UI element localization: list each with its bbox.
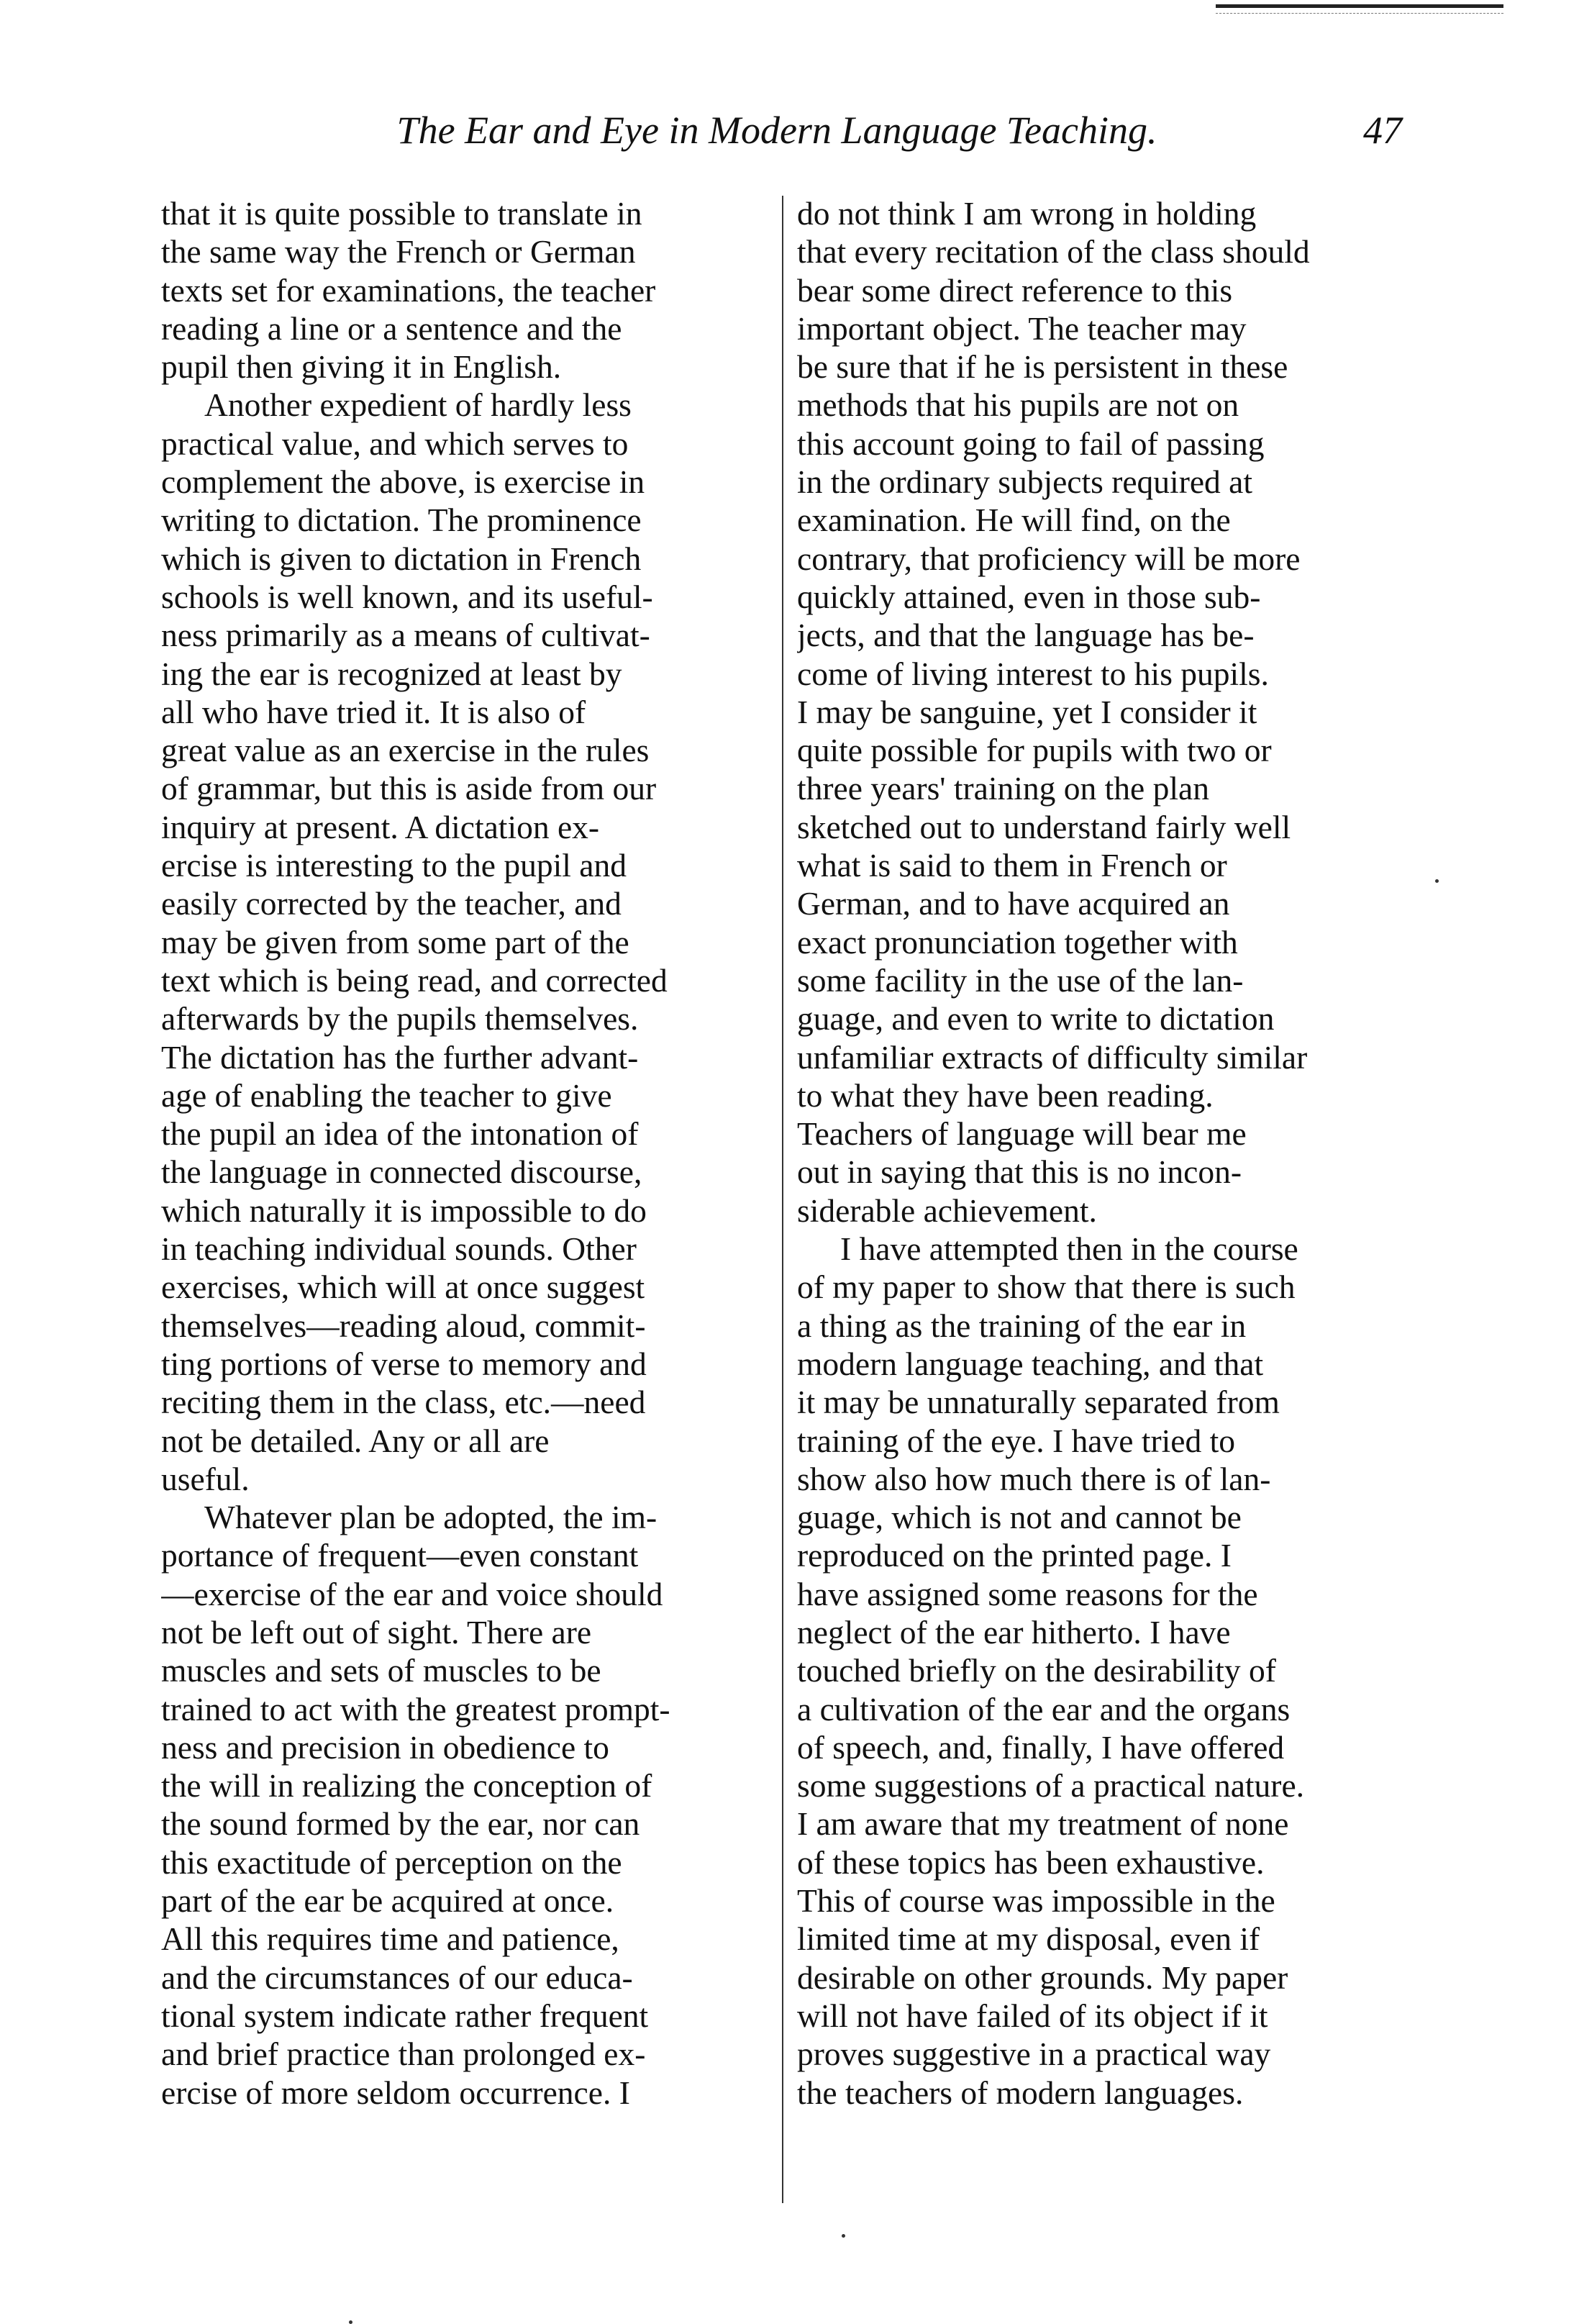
text-line-content: reproduced on the printed page. I <box>797 1537 1232 1574</box>
text-line <box>161 1575 769 1613</box>
text-line <box>797 1920 1405 1958</box>
text-line <box>797 1958 1405 1997</box>
text-line-content: German, and to have acquired an <box>797 885 1230 922</box>
left-column <box>161 194 769 2112</box>
text-line <box>797 1498 1405 1536</box>
text-line <box>797 1115 1405 1153</box>
text-line-content: some facility in the use of the lan- <box>797 961 1244 999</box>
text-line <box>797 846 1405 884</box>
text-line-content: a cultivation of the ear and the organs <box>797 1690 1291 1728</box>
text-line <box>161 1651 769 1689</box>
text-line <box>161 1422 769 1460</box>
text-line-content: this account going to fail of passing <box>797 425 1265 462</box>
text-line-content: muscles and sets of muscles to be <box>161 1652 601 1689</box>
text-line-content: all who have tried it. It is also of <box>161 693 586 730</box>
text-line-content: sketched out to understand fairly well <box>797 808 1291 845</box>
text-line <box>161 846 769 884</box>
text-line <box>797 961 1405 999</box>
text-line <box>797 1690 1405 1728</box>
text-line-content: reading a line or a sentence and the <box>161 309 622 347</box>
text-line <box>161 1766 769 1805</box>
text-line-content: reciting them in the class, etc.—need <box>161 1384 646 1421</box>
text-line <box>797 1575 1405 1613</box>
text-line-content: easily corrected by the teacher, and <box>161 885 622 922</box>
text-line-content: guage, and even to write to dictation <box>797 1000 1275 1038</box>
text-line <box>161 1268 769 1306</box>
text-line <box>797 1651 1405 1689</box>
text-line <box>161 578 769 616</box>
text-line-content: exact pronunciation together with <box>797 923 1238 961</box>
text-line <box>797 1613 1405 1651</box>
text-line-content: portance of frequent—even constant <box>161 1537 639 1574</box>
text-line <box>797 1038 1405 1076</box>
text-line-content: of speech, and, finally, I have offered <box>797 1728 1285 1766</box>
text-line-content: this exactitude of perception on the <box>161 1843 622 1881</box>
text-line <box>161 425 769 463</box>
text-line <box>161 1498 769 1536</box>
text-line-content: text which is being read, and corrected <box>161 961 668 999</box>
text-line <box>161 655 769 693</box>
text-line-content: that it is quite possible to translate in <box>161 195 642 232</box>
text-line-content: out in saying that this is no incon- <box>797 1153 1242 1191</box>
text-line-content: the teachers of modern languages. <box>797 2074 1244 2111</box>
text-line-content: desirable on other grounds. My paper <box>797 1958 1288 1996</box>
text-line <box>161 923 769 961</box>
text-line-content: The dictation has the further advant- <box>161 1038 639 1076</box>
text-line-content: quickly attained, even in those sub- <box>797 578 1261 615</box>
text-line <box>161 1843 769 1882</box>
text-line <box>161 1460 769 1498</box>
print-speck <box>1435 879 1439 883</box>
text-line <box>797 999 1405 1038</box>
text-line-content: what is said to them in French or <box>797 847 1227 884</box>
text-line <box>161 2035 769 2073</box>
text-line-content: the will in realizing the conception of <box>161 1767 652 1805</box>
text-line <box>161 769 769 807</box>
text-line <box>797 1268 1405 1306</box>
text-line-content: training of the eye. I have tried to <box>797 1422 1235 1459</box>
text-line <box>797 923 1405 961</box>
text-line-content: of grammar, but this is aside from our <box>161 770 657 807</box>
text-line <box>797 425 1405 463</box>
text-line <box>161 1307 769 1345</box>
text-line <box>797 1460 1405 1498</box>
text-line <box>161 884 769 922</box>
text-line <box>161 386 769 424</box>
text-line-content: show also how much there is of lan- <box>797 1460 1271 1497</box>
text-line-content: and brief practice than prolonged ex- <box>161 2035 646 2073</box>
text-line <box>797 1766 1405 1805</box>
text-line <box>797 1728 1405 1766</box>
text-line-content: which is given to dictation in French <box>161 540 642 577</box>
print-speck <box>349 2320 352 2324</box>
text-line-content: writing to dictation. The prominence <box>161 501 642 539</box>
text-line-content: Whatever plan be adopted, the im- <box>204 1499 657 1536</box>
text-line <box>161 501 769 539</box>
text-line-content: great value as an exercise in the rules <box>161 732 650 769</box>
text-line-content: that every recitation of the class should <box>797 233 1310 271</box>
text-line <box>797 232 1405 271</box>
text-line-content: ercise is interesting to the pupil and <box>161 847 627 884</box>
text-line <box>161 1536 769 1574</box>
text-line-content: of these topics has been exhaustive. <box>797 1843 1265 1881</box>
text-line-content: may be given from some part of the <box>161 923 629 961</box>
text-line-content: I may be sanguine, yet I consider it <box>797 693 1257 730</box>
text-line-content: ness primarily as a means of cultivat- <box>161 617 650 654</box>
text-line <box>797 1076 1405 1115</box>
text-line <box>797 2035 1405 2073</box>
text-line-content: neglect of the ear hitherto. I have <box>797 1613 1231 1651</box>
text-line <box>161 616 769 654</box>
text-line-content: a thing as the training of the ear in <box>797 1307 1247 1344</box>
text-line <box>797 884 1405 922</box>
text-line-content: the language in connected discourse, <box>161 1153 642 1191</box>
text-line <box>797 386 1405 424</box>
text-line-content: guage, which is not and cannot be <box>797 1499 1242 1536</box>
text-line-content: modern language teaching, and that <box>797 1345 1264 1382</box>
text-line-content: This of course was impossible in the <box>797 1882 1275 1920</box>
text-line <box>161 309 769 348</box>
text-line <box>797 463 1405 501</box>
text-line-content: some suggestions of a practical nature. <box>797 1767 1305 1805</box>
text-line <box>161 2074 769 2112</box>
text-line <box>797 2074 1405 2112</box>
text-line <box>161 1153 769 1191</box>
text-line <box>797 271 1405 309</box>
text-line-content: afterwards by the pupils themselves. <box>161 1000 639 1038</box>
column-divider <box>782 196 783 2203</box>
text-line-content: to what they have been reading. <box>797 1076 1214 1114</box>
text-line-content: and the circumstances of our educa- <box>161 1958 633 1996</box>
text-line <box>797 501 1405 539</box>
text-line-content: in the ordinary subjects required at <box>797 463 1253 501</box>
text-line <box>161 1728 769 1766</box>
text-line <box>797 578 1405 616</box>
text-line-content: come of living interest to his pupils. <box>797 655 1269 692</box>
text-line-content: will not have failed of its object if it <box>797 1997 1268 2034</box>
text-line-content: limited time at my disposal, even if <box>797 1920 1260 1958</box>
text-line-content: useful. <box>161 1460 250 1497</box>
text-line <box>161 961 769 999</box>
text-line-content: ercise of more seldom occurrence. I <box>161 2074 630 2111</box>
text-line <box>797 1536 1405 1574</box>
text-line-content: themselves—reading aloud, commit- <box>161 1307 646 1344</box>
text-line-content: jects, and that the language has be- <box>797 617 1255 654</box>
text-line-content: I am aware that my treatment of none <box>797 1805 1289 1843</box>
text-line <box>797 1307 1405 1345</box>
text-line-content: have assigned some reasons for the <box>797 1575 1258 1612</box>
text-line-content: examination. He will find, on the <box>797 501 1231 539</box>
text-line-content: —exercise of the ear and voice should <box>161 1575 663 1612</box>
text-line <box>797 1383 1405 1421</box>
right-column-text <box>797 194 1405 2112</box>
text-line <box>797 655 1405 693</box>
text-line <box>161 808 769 846</box>
text-line <box>797 769 1405 807</box>
text-line <box>161 463 769 501</box>
text-line-content: not be left out of sight. There are <box>161 1613 592 1651</box>
text-line-content: unfamiliar extracts of difficulty similar <box>797 1038 1308 1076</box>
text-line-content: practical value, and which serves to <box>161 425 629 462</box>
text-line-content: quite possible for pupils with two or <box>797 732 1272 769</box>
text-line-content: ing the ear is recognized at least by <box>161 655 622 692</box>
text-line <box>161 1690 769 1728</box>
text-line <box>797 194 1405 232</box>
text-line-content: complement the above, is exercise in <box>161 463 645 501</box>
text-line <box>797 1843 1405 1882</box>
text-line <box>161 348 769 386</box>
text-line <box>161 731 769 769</box>
text-line <box>161 232 769 271</box>
text-line <box>161 1613 769 1651</box>
text-line-content: age of enabling the teacher to give <box>161 1076 612 1114</box>
text-line <box>161 194 769 232</box>
text-line-content: siderable achievement. <box>797 1191 1097 1229</box>
text-line <box>161 1191 769 1230</box>
text-line <box>161 1038 769 1076</box>
text-line-content: All this requires time and patience, <box>161 1920 619 1958</box>
text-line <box>797 1805 1405 1843</box>
page-number: 47 <box>1363 109 1402 152</box>
text-line <box>161 999 769 1038</box>
text-line <box>161 271 769 309</box>
text-line-content: trained to act with the greatest prompt- <box>161 1690 670 1728</box>
text-line-content: it may be unnaturally separated from <box>797 1384 1280 1421</box>
text-line <box>797 1191 1405 1230</box>
text-line <box>797 731 1405 769</box>
text-line-content: of my paper to show that there is such <box>797 1268 1296 1306</box>
text-line-content: ting portions of verse to memory and <box>161 1345 647 1382</box>
text-line <box>797 309 1405 348</box>
text-line-content: which naturally it is impossible to do <box>161 1191 647 1229</box>
text-line <box>797 693 1405 731</box>
text-line <box>797 616 1405 654</box>
left-column-text <box>161 194 769 2112</box>
text-line-content: Another expedient of hardly less <box>204 386 632 424</box>
text-line-content: bear some direct reference to this <box>797 271 1233 309</box>
text-line <box>161 1076 769 1115</box>
text-line-content: do not think I am wrong in holding <box>797 195 1257 232</box>
text-line <box>161 1383 769 1421</box>
text-line <box>161 1958 769 1997</box>
print-speck <box>842 2234 845 2238</box>
text-line-content: tional system indicate rather frequent <box>161 1997 649 2034</box>
text-line <box>797 1230 1405 1268</box>
running-title: The Ear and Eye in Modern Language Teaching. <box>396 109 1157 152</box>
text-line <box>797 1882 1405 1920</box>
text-line-content: schools is well known, and its useful- <box>161 578 653 615</box>
right-column <box>797 194 1405 2112</box>
text-line <box>797 348 1405 386</box>
text-line-content: touched briefly on the desirability of <box>797 1652 1276 1689</box>
text-line-content: I have attempted then in the course <box>840 1230 1298 1268</box>
text-line <box>161 1345 769 1383</box>
text-line <box>161 1882 769 1920</box>
text-line-content: Teachers of language will bear me <box>797 1115 1247 1153</box>
text-line-content: methods that his pupils are not on <box>797 386 1239 424</box>
text-line <box>797 808 1405 846</box>
text-line <box>161 540 769 578</box>
text-line <box>797 1153 1405 1191</box>
text-line-content: not be detailed. Any or all are <box>161 1422 550 1459</box>
text-line-content: in teaching individual sounds. Other <box>161 1230 637 1268</box>
text-line-content: inquiry at present. A dictation ex- <box>161 808 600 845</box>
text-line <box>797 1345 1405 1383</box>
text-line-content: the sound formed by the ear, nor can <box>161 1805 640 1843</box>
text-line-content: important object. The teacher may <box>797 309 1247 347</box>
text-line-content: three years' training on the plan <box>797 770 1209 807</box>
text-line-content: texts set for examinations, the teacher <box>161 271 656 309</box>
text-line-content: exercises, which will at once suggest <box>161 1268 645 1306</box>
text-line <box>161 1997 769 2035</box>
text-line-content: pupil then giving it in English. <box>161 348 562 386</box>
text-line <box>161 693 769 731</box>
text-line-content: be sure that if he is persistent in these <box>797 348 1288 386</box>
top-edge-rule <box>1216 4 1503 8</box>
text-line-content: ness and precision in obedience to <box>161 1728 609 1766</box>
text-line-content: the pupil an idea of the intonation of <box>161 1115 639 1153</box>
text-line-content: contrary, that proficiency will be more <box>797 540 1301 577</box>
text-line-content: part of the ear be acquired at once. <box>161 1882 614 1920</box>
text-line <box>161 1805 769 1843</box>
text-line <box>797 1422 1405 1460</box>
text-line-content: proves suggestive in a practical way <box>797 2035 1271 2073</box>
text-line <box>161 1230 769 1268</box>
text-line <box>797 1997 1405 2035</box>
text-line <box>161 1920 769 1958</box>
text-line <box>797 540 1405 578</box>
top-edge-rule-thin <box>1216 13 1503 14</box>
text-line <box>161 1115 769 1153</box>
text-line-content: the same way the French or German <box>161 233 636 271</box>
